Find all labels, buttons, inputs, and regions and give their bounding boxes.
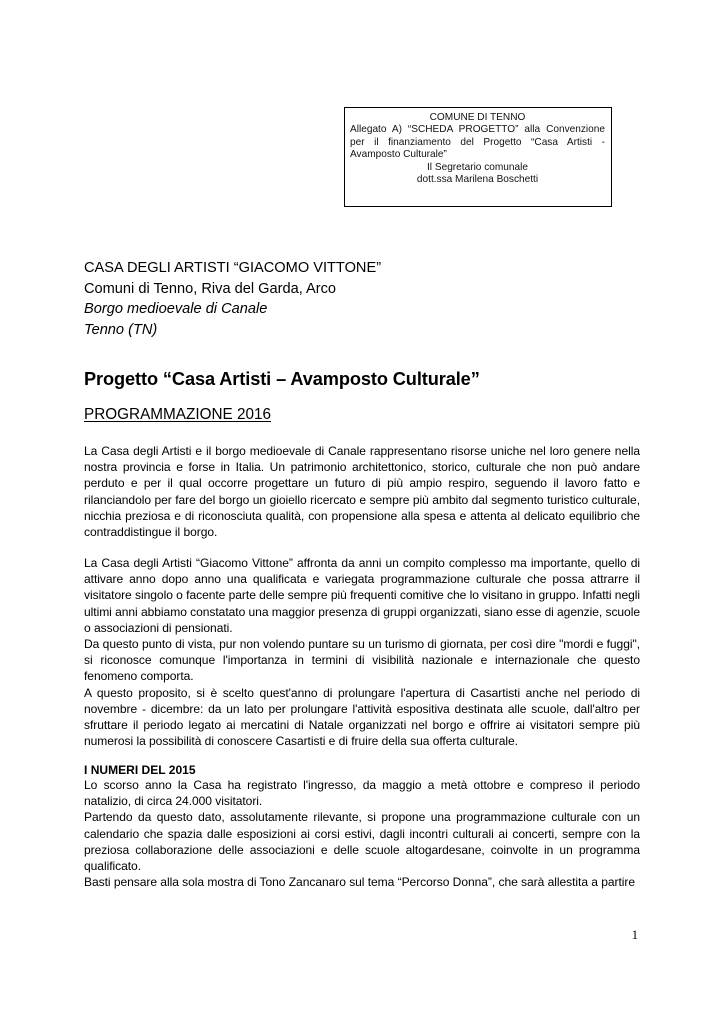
- municipalities-line: Comuni di Tenno, Riva del Garda, Arco: [84, 280, 337, 297]
- institution-header: [84, 258, 640, 340]
- institution-name: CASA DEGLI ARTISTI “GIACOMO VITTONE”: [84, 260, 382, 276]
- paragraph-text: Da questo punto di vista, pur non volendo puntare su un turismo di giornata, per così dire "mordi e fuggi", si riconosce comunque l'importanza in termini di visibilità nazionale e internazionale che questo fenomeno comporta.: [84, 637, 640, 684]
- numbers-paragraph: [84, 777, 640, 890]
- paragraph-text: A questo proposito, si è scelto quest'anno di prolungare l'apertura di Casartisti anche nel periodo di novembre - dicembre: da un lato per prolungare l'attività espositiva destinata alle scuole, dall'altro per sfruttare il periodo legato ai mercatini di Natale organizzati nel borgo e offrire ai visitatori sempre più numerosi la possibilità di conoscere Casartisti e di fruire della sua offerta culturale.: [84, 685, 640, 749]
- numbers-heading: I NUMERI DEL 2015: [84, 763, 196, 777]
- stamp-attachment-text: Allegato A) “SCHEDA PROGETTO” alla Convenzione per il finanziamento del Progetto “Casa Artisti - Avamposto Culturale”: [350, 124, 605, 161]
- stamp-secretary-name: dott.ssa Marilena Boschetti: [416, 174, 539, 186]
- stamp-secretary-title: Il Segretario comunale: [427, 161, 528, 173]
- paragraph-text: La Casa degli Artisti “Giacomo Vittone” affronta da anni un compito complesso ma importante, quello di attivare anno dopo anno una qualificata e variegata programmazione culturale che possa attrarre il visitatore singolo o facente parte delle sempre più frequenti comitive che lo visitano in gruppo. Infatti negli ultimi anni abbiamo constatato una maggior presenza di gruppi organizzati, siano esse di agenzie, scuole o associazioni di pensionati.: [84, 556, 640, 635]
- paragraph-text: Partendo da questo dato, assolutamente rilevante, si propone una programmazione culturale con un calendario che spazia dalle esposizioni ai corsi estivi, dagli incontri culturali ai concerti, sempre con la preziosa collaborazione delle associazioni e delle scuole altogardesane, coinvolte in un programma qualificato.: [84, 810, 640, 874]
- approval-stamp-box: [344, 107, 612, 207]
- stamp-municipality: COMUNE DI TENNO: [429, 112, 526, 123]
- paragraph-text: Lo scorso anno la Casa ha registrato l'ingresso, da maggio a metà ottobre e compreso il periodo natalizio, di circa 24.000 visitatori.: [84, 778, 640, 809]
- project-title: Progetto “Casa Artisti – Avamposto Culturale”: [84, 369, 480, 389]
- location-line: Borgo medioevale di Canale: [84, 301, 268, 317]
- town-line: Tenno (TN): [84, 321, 158, 338]
- programming-heading: PROGRAMMAZIONE 2016: [84, 406, 272, 423]
- paragraph-text: La Casa degli Artisti e il borgo medioevale di Canale rappresentano risorse uniche nel loro genere nella nostra provincia e forse in Italia. Un patrimonio architettonico, storico, culturale che non può andare perduto e per il qual occorre progettare un futuro di più ampio respiro, seguendo il lavoro fatto e rilanciandolo per fare del borgo un gioiello ricercato e sempre più ambito dal segmento turistico culturale, nicchia preziosa e di riconosciuta qualità, con propensione alla spesa e attenta al delicato equilibrio che contraddistingue il borgo.: [84, 444, 640, 540]
- intro-paragraph: [84, 443, 640, 540]
- paragraph-text: Basti pensare alla sola mostra di Tono Zancanaro sul tema “Percorso Donna”, che sarà allestita a partire: [84, 875, 636, 890]
- activities-paragraph: [84, 555, 640, 749]
- page-number: 1: [631, 928, 638, 942]
